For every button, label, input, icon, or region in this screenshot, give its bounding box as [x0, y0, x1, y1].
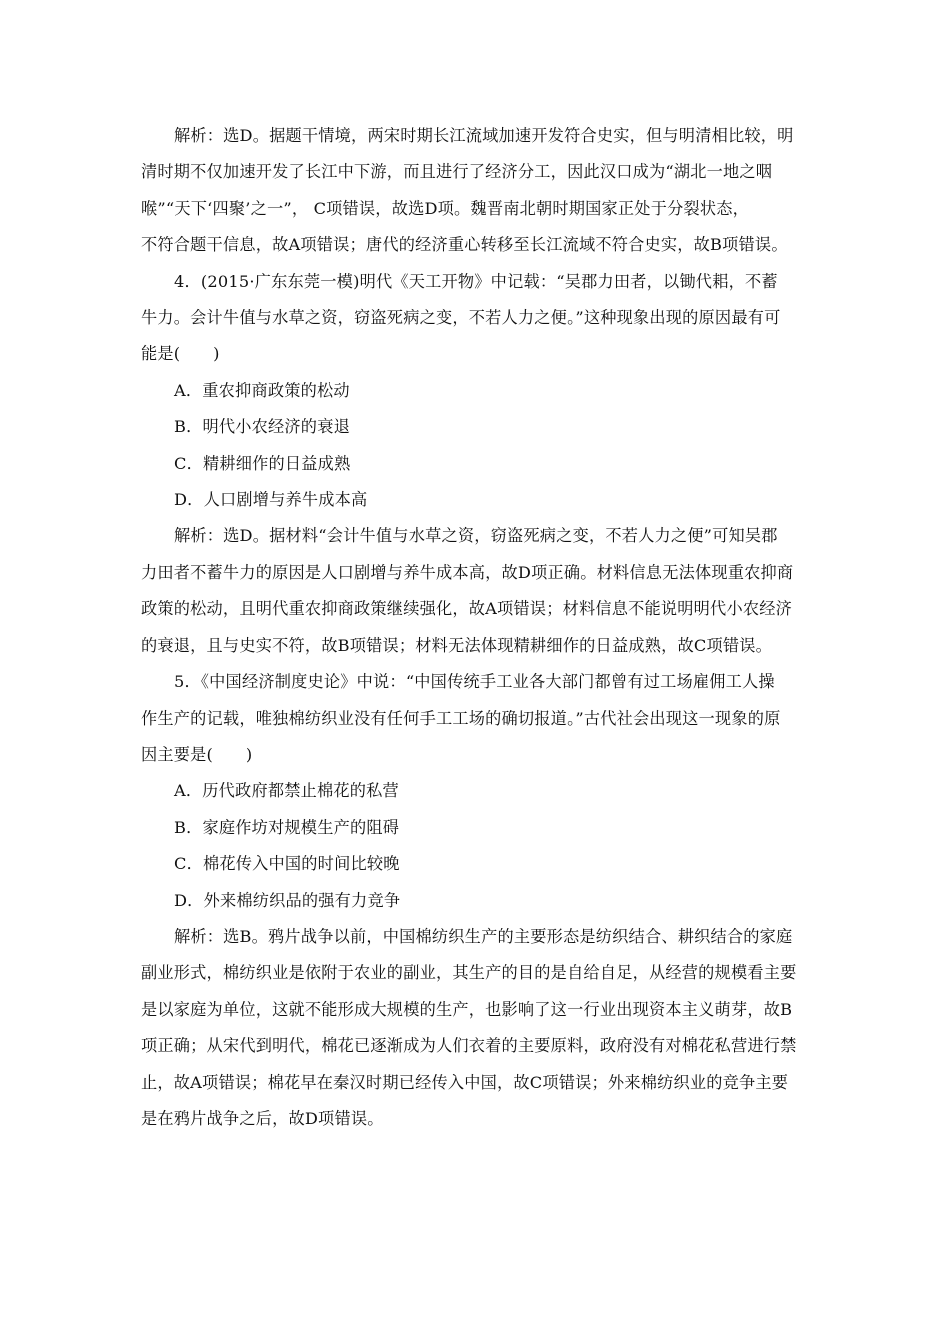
- text-line: 解析：选B。鸦片战争以前，中国棉纺织生产的主要形态是纺织结合、耕织结合的家庭: [174, 926, 793, 946]
- question-stem: [141, 664, 813, 773]
- document-body: [141, 118, 813, 1137]
- answer-options: [141, 773, 813, 919]
- option-b: B．家庭作坊对规模生产的阻碍: [174, 817, 400, 837]
- text-line: 是以家庭为单位，这就不能形成大规模的生产，也影响了这一行业出现资本主义萌芽，故B: [141, 999, 793, 1019]
- text-line: 牛力。会计牛值与水草之资，窃盗死病之变，不若人力之便。”这种现象出现的原因最有可: [141, 308, 781, 328]
- text-line: 政策的松动，且明代重农抑商政策继续强化，故A项错误；材料信息不能说明明代小农经济: [141, 599, 792, 619]
- analysis-paragraph: [141, 518, 813, 664]
- text-line: 力田者不蓄牛力的原因是人口剧增与养牛成本高，故D项正确。材料信息无法体现重农抑商: [141, 562, 794, 582]
- text-line: 项正确；从宋代到明代，棉花已逐渐成为人们衣着的主要原料，政府没有对棉花私营进行禁: [141, 1036, 797, 1056]
- option-c: C．精耕细作的日益成熟: [174, 453, 351, 473]
- text-line: 解析：选D。据材料“会计牛值与水草之资，窃盗死病之变，不若人力之便”可知吴郡: [174, 526, 778, 546]
- text-line: 4．(2015·广东东莞一模)明代《天工开物》中记载：“吴郡力田者，以锄代耜，不蓄: [174, 271, 778, 291]
- text-line: 清时期不仅加速开发了长江中下游，而且进行了经济分工，因此汉口成为“湖北一地之咽: [141, 162, 773, 182]
- analysis-paragraph: [141, 118, 813, 264]
- text-line: 能是( ): [141, 344, 220, 364]
- analysis-paragraph: [141, 919, 813, 1137]
- option-c: C．棉花传入中国的时间比较晚: [174, 854, 400, 874]
- option-a: A．历代政府都禁止棉花的私营: [174, 781, 399, 801]
- option-d: D．外来棉纺织品的强有力竞争: [174, 890, 401, 910]
- option-a: A．重农抑商政策的松动: [174, 380, 350, 400]
- option-b: B．明代小农经济的衰退: [174, 417, 350, 437]
- answer-options: [141, 373, 813, 519]
- text-line: 不符合题干信息，故A项错误；唐代的经济重心转移至长江流域不符合史实，故B项错误。: [141, 235, 788, 255]
- text-line: 喉”“天下‘四聚’之一”， C项错误，故选D项。魏晋南北朝时期国家正处于分裂状态，: [141, 198, 750, 218]
- text-line: 止，故A项错误；棉花早在秦汉时期已经传入中国，故C项错误；外来棉纺织业的竞争主要: [141, 1072, 789, 1092]
- text-line: 的衰退，且与史实不符，故B项错误；材料无法体现精耕细作的日益成熟，故C项错误。: [141, 635, 773, 655]
- text-line: 5．《中国经济制度史论》中说：“中国传统手工业各大部门都曾有过工场雇佣工人操: [174, 672, 775, 692]
- text-line: 副业形式，棉纺织业是依附于农业的副业，其生产的目的是自给自足，从经营的规模看主要: [141, 963, 797, 983]
- option-d: D．人口剧增与养牛成本高: [174, 490, 368, 510]
- question-stem: [141, 264, 813, 373]
- text-line: 是在鸦片战争之后，故D项错误。: [141, 1108, 384, 1128]
- text-line: 解析：选D。据题干情境，两宋时期长江流域加速开发符合史实，但与明清相比较，明: [174, 126, 794, 145]
- text-line: 因主要是( ): [141, 744, 253, 764]
- text-line: 作生产的记载，唯独棉纺织业没有任何手工工场的确切报道。”古代社会出现这一现象的原: [141, 708, 781, 728]
